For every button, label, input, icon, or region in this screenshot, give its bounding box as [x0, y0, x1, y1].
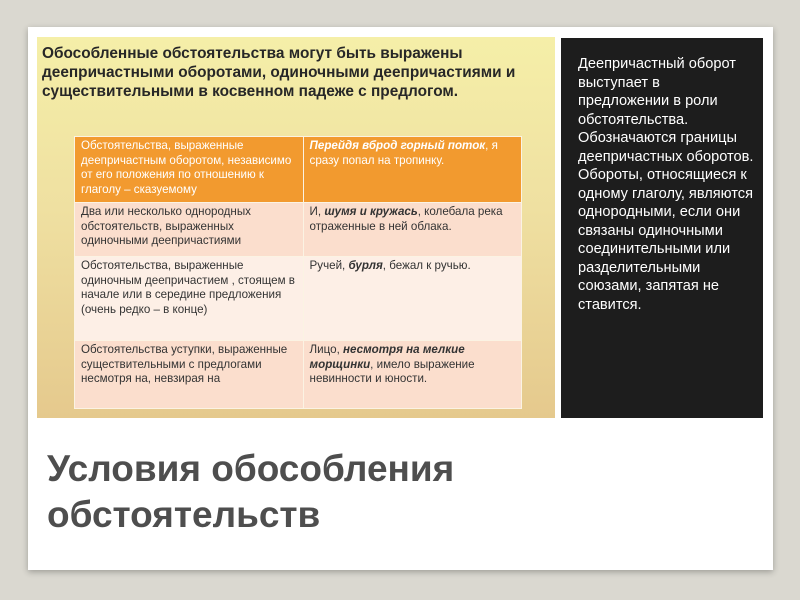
example-text: И,: [309, 205, 325, 218]
table-row: [75, 203, 522, 257]
example-emphasis: бурля: [348, 259, 383, 272]
rules-table: [74, 136, 522, 409]
slide-title-line: Условия обособления: [47, 448, 455, 489]
example-emphasis: Перейдя вброд горный поток: [309, 139, 486, 152]
slide-title: [47, 446, 727, 538]
example-cell: [303, 203, 521, 257]
example-text: , колебала река отраженные в ней облака.: [309, 205, 503, 233]
rule-cell: Обстоятельства, выраженные деепричастным оборотом, независимо от его положения по отношению к глаголу – сказуемому: [75, 137, 304, 203]
example-text: Лицо,: [309, 343, 344, 356]
example-text: , имело выражение невинности и юности.: [309, 357, 475, 386]
rule-cell: Обстоятельства уступки, выраженные существительными с предлогами несмотря на, невзирая на: [75, 341, 304, 409]
example-text: , я сразу попал на тропинку.: [309, 139, 498, 167]
rule-cell: Два или несколько однородных обстоятельств, выраженных одиночными деепричастиями: [75, 203, 304, 257]
image-heading: Обособленные обстоятельства могут быть выражены деепричастными оборотами, одиночными деепричастиями и существительными в косвенном падеже с предлогом.: [42, 45, 516, 100]
table-row: [75, 341, 522, 409]
example-text: Ручей,: [309, 259, 349, 272]
example-emphasis: несмотря на мелкие морщинки: [309, 343, 465, 371]
table-row: [75, 137, 522, 203]
example-cell: [303, 341, 521, 409]
side-note-text: Деепричастный оборот выступает в предложении в роли обстоятельства. Обозначаются границы деепричастных оборотов. Обороты, относящиеся к одному глаголу, являются однородными, если они связаны одиночными соединительными или разделительными союзами, запятая не ставится.: [578, 56, 754, 313]
example-cell: [303, 257, 521, 341]
example-emphasis: шумя и кружась: [324, 205, 418, 218]
slide-title-line: обстоятельств: [47, 494, 321, 535]
table-row: [75, 257, 522, 341]
rule-cell: Обстоятельства, выраженные одиночным деепричастием , стоящем в начале или в середине предложения (очень редко – в конце): [75, 257, 304, 341]
example-text: , бежал к ручью.: [382, 259, 471, 272]
example-cell: [303, 137, 521, 203]
